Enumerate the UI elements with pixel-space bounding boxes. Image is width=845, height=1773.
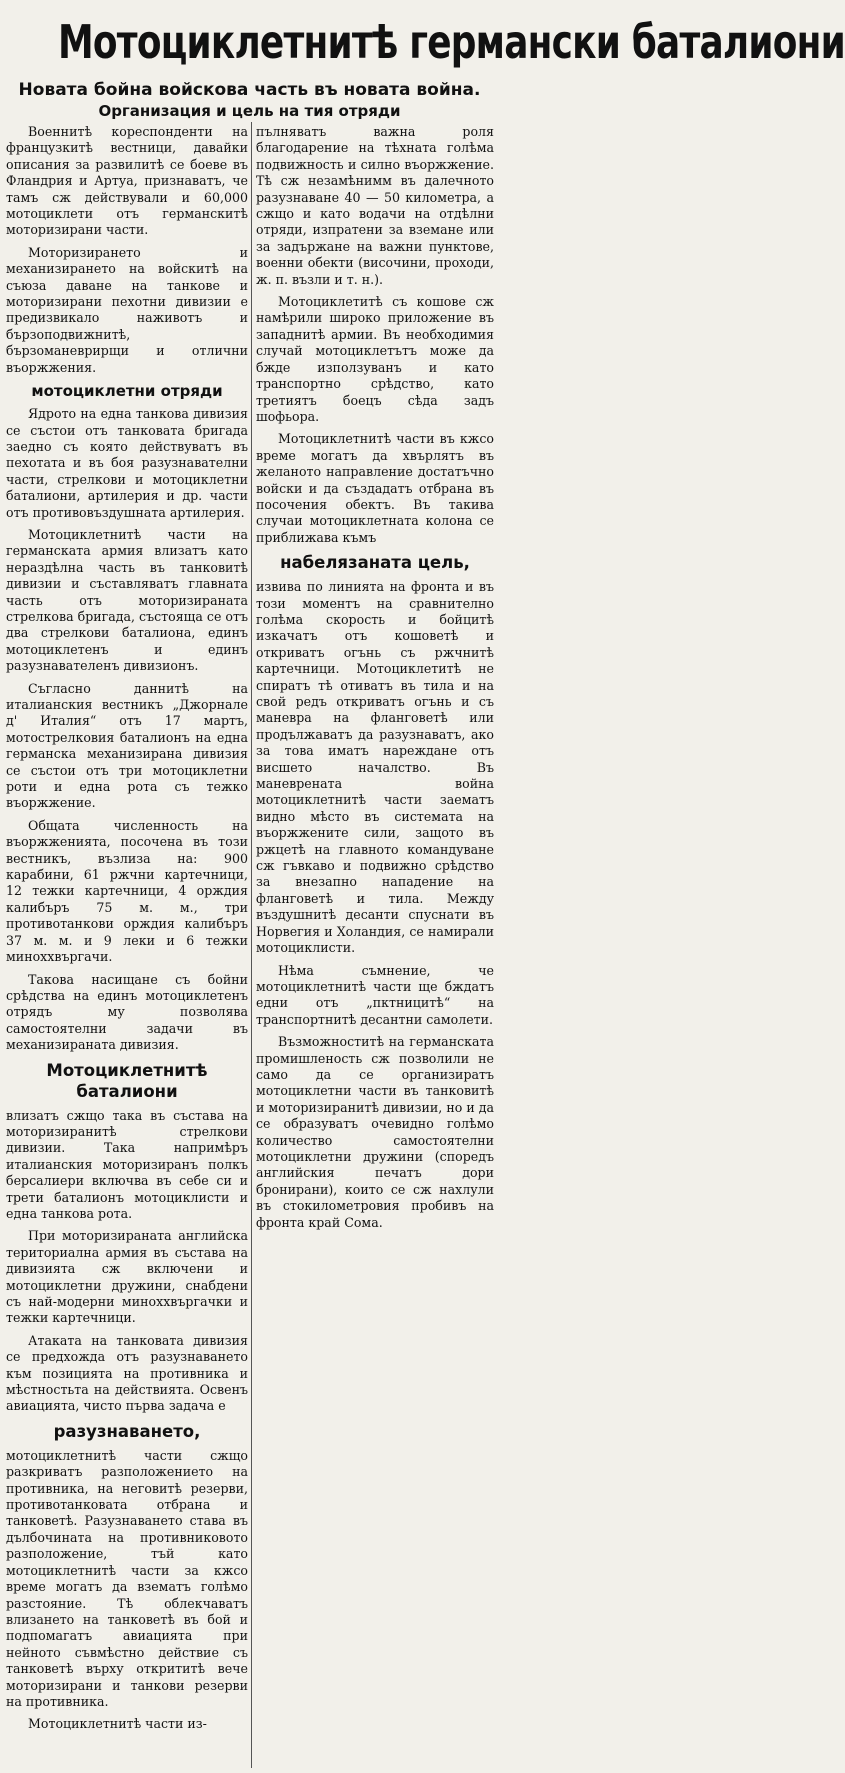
paragraph: влизатъ сжщо така въ състава на моторизиранитѣ стрелкови дивизии. Така напримѣръ италианския моторизиранъ полкъ берсалиери включва въ себе си и трети баталионъ мотоциклисти и една танкова рота.	[6, 1107, 248, 1221]
paragraph: мотоциклетнитѣ части сжщо разкриватъ разположението на противника, на неговитѣ резерви, противотанковата отбрана и танковетѣ. Разузнаването става въ дълбочината на противниковото разположение, тъй като мотоциклетнитѣ части за кжсо време могатъ да взематъ голѣмо разстояние. Тѣ облекчаватъ влизането на танковетѣ въ бой и подпомагатъ авиацията при нейното съвмѣстно действие съ танковетѣ върху открититѣ вече моторизирани и танкови резерви на противника.	[6, 1447, 248, 1709]
paragraph: пълняватъ важна роля благодарение на тѣхната голѣма подвижность и силно въоржжение. Тѣ сж незамѣнимм въ далечното разузнаване 40 — 50 километра, а сжщо и като водачи на отдѣлни отряди, изпратени за вземане или за задържане на важни пунктове, военни обекти (височини, проходи, ж. п. възли и т. н.).	[256, 124, 494, 287]
section-heading: Мотоциклетнитѣ баталиони	[46, 1060, 208, 1101]
paragraph: Нѣма съмнение, че мотоциклетнитѣ части ще бждатъ едни отъ „пктницитѣ“ на транспортнитѣ десантни самолети.	[256, 962, 494, 1027]
paragraph: Моторизирането и механизирането на войскитѣ на съюза даване на танкове и моторизирани пехотни дивизии е предизвикало наживотъ и бързоподвижнитѣ, бързоманеврирщи и отлични въоржжения.	[6, 244, 248, 375]
paragraph: Възможноститѣ на германската промишленость сж позволили не само да се организиратъ мотоциклетни части въ танковитѣ и моторизиранитѣ дивизии, но и да се образуватъ очевидно голѣмо количество самостоятелни мотоциклетни дружини (споредъ английския печатъ дори бронирани), които се сж нахлули въ стокилометровия пробивъ на фронта край Сома.	[256, 1034, 494, 1230]
paragraph: Мотоциклетитѣ съ кошове сж намѣрили широко приложение въ западнитѣ армии. Въ необходимия случай мотоциклетътъ може да бжде използуванъ и като транспортно срѣдство, като третиятъ боецъ сѣда задъ шофьора.	[256, 294, 494, 424]
paragraph: Мотоциклетнитѣ части въ кжсо време могатъ да хвърлятъ въ желаното направление достатъчно войски и да създадатъ отбрана въ посочения обектъ. Въ такива случаи мотоциклетната колона се приближава къмъ	[256, 431, 494, 545]
right-column	[256, 124, 494, 1230]
paragraph: Военнитѣ кореспонденти на французкитѣ вестници, давайки описания за развилитѣ се боеве въ Фландрия и Артуа, признаватъ, че тамъ сж действували и 60,000 мотоциклети отъ германскитѣ моторизирани части.	[6, 124, 248, 238]
article-deck: Организация и цель на тия отряди	[98, 102, 401, 120]
paragraph: извива по линията на фронта и въ този моментъ на сравнително голѣма скорость и бойцитѣ изкачатъ отъ кошоветѣ и откриватъ огънь съ ржчнитѣ картечници. Мотоциклетитѣ не спиратъ тѣ отиватъ въ тила и на свой редъ откриватъ огънь и съ маневра на фланговетѣ или продължаватъ да разузнаватъ, ако за това иматъ нареждане отъ висшето началство. Въ маневрената война мотоциклетнитѣ части заематъ видно мѣсто въ системата на въоржжените сили, защото въ ржцетѣ на главното командуване сж гъвкаво и подвижно срѣдство за внезапно нападение на фланговетѣ и тила. Между въздушнитѣ десанти спуснати въ Норвегия и Холандия, се намирали мотоциклисти.	[256, 579, 494, 956]
left-column	[6, 124, 248, 1769]
article-title: Мотоциклетнитѣ германски баталиони	[58, 15, 845, 69]
paragraph: Такова насищане съ бойни срѣдства на единъ мотоциклетенъ отрядъ му позволява самостоятелни задачи въ механизираната дивизия.	[6, 971, 248, 1053]
paragraph: Мотоциклетнитѣ части из-	[28, 1716, 207, 1732]
section-heading: набелязаната цель,	[280, 553, 470, 573]
section-heading: разузнаването,	[53, 1421, 201, 1441]
paragraph: Общата численность на въоржженията, посочена въ този вестникъ, възлиза на: 900 карабини, 61 ржчни картечници, 12 тежки картечници, 4 орждия калибъръ 75 м. м., три противотанкови орждия калибъръ 37 м. м. и 9 леки и 6 тежки миноххвъргачи.	[6, 817, 248, 965]
paragraph: При моторизираната английска териториална армия въ състава на дивизията сж включени и мотоциклетни дружини, снабдени съ най-модерни миноххвъргачки и тежки картечници.	[6, 1228, 248, 1326]
paragraph: Съгласно даннитѣ на италианския вестникъ „Джорнале д' Италия“ отъ 17 мартъ, мотострелковия баталионъ на една германска механизирана дивизия се състои отъ три мотоциклетни роти и една рота съ тежко въоржжение.	[6, 680, 248, 811]
column-divider	[251, 122, 252, 1768]
article-subtitle: Новата бойна войскова часть въ новата война.	[18, 80, 481, 100]
section-heading: мотоциклетни отряди	[31, 382, 223, 401]
paragraph: Атаката на танковата дивизия се предхожда отъ разузнаването към позицията на противника и мѣстностьта на действията. Освенъ авиацията, чисто първа задача е	[6, 1332, 248, 1414]
paragraph: Мотоциклетнитѣ части на германската армия влизатъ като нераздѣлна часть въ танковитѣ дивизии и съставляватъ главната часть отъ моторизираната стрелкова бригада, състояща се отъ два стрелкови баталиона, единъ мотоциклетенъ и единъ разузнавателенъ дивизионъ.	[6, 526, 248, 674]
paragraph: Ядрото на една танкова дивизия се състои отъ танковата бригада заедно съ която действуватъ въ пехотата и въ боя разузнавателни части, стрелкови и мотоциклетни баталиони, артилерия и др. части отъ противовъздушната артилерия.	[6, 406, 248, 520]
